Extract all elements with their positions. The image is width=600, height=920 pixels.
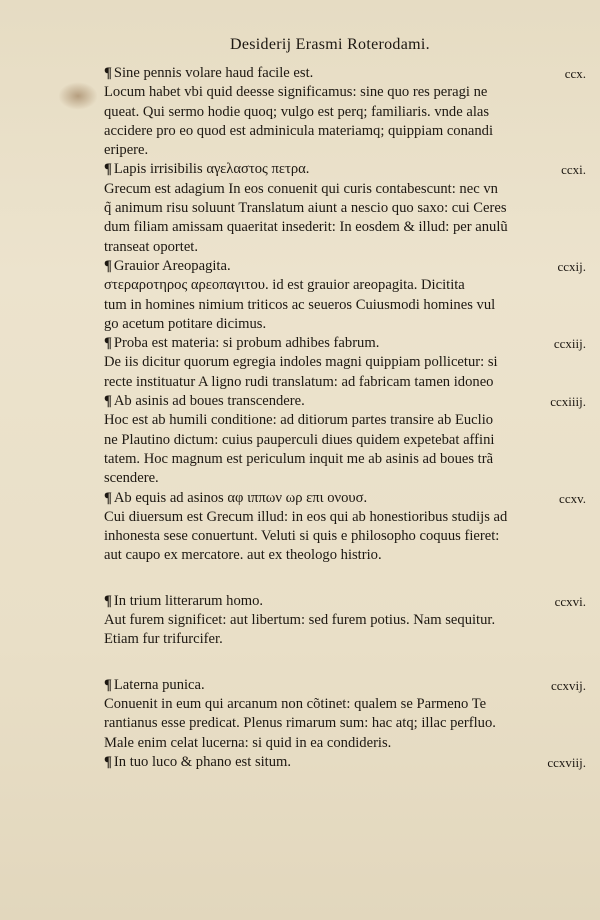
adage-heading-text: Laterna punica. [113,676,205,693]
adage-number: ccxv. [559,490,586,506]
adage-number: ccx. [564,66,586,81]
body-line: q̃ animum risu soluunt Translatum aiunt a nescio quo saxo: cui Ceres [104,200,507,217]
adage-heading [104,392,588,411]
adage-number: ccxiij. [553,336,586,352]
adage-number: ccxvi. [554,593,586,609]
pilcrow-icon: ¶ [104,393,112,410]
body-line: ne Plautino dictum: cuius pauperculi diues quidem expetebat affini [104,431,495,448]
adage-heading [104,676,588,695]
body-line: rantianus esse predicat. Plenus rimarum sum: hac atq; illac perfluo. [104,715,496,732]
section-spacer [104,566,588,592]
section-spacer [104,650,588,676]
body-line: στεραροτηρος αρεοπαγιτου. id est grauior areopagita. Dicitita [104,277,465,294]
body-line: recte instituatur A ligno rudi translatum: ad fabricam tamen idoneo [104,373,494,390]
adage-number: ccxvij. [550,677,586,693]
adage-heading-text: Sine pennis volare haud facile est. [113,65,314,81]
body-line: inhonesta sese conuertunt. Veluti si quis e philosopho coquus fieret: [104,528,500,545]
body-line: tatem. Hoc magnum est periculum inquit me ab asinis ad boues trã [104,450,494,467]
body-line: queat. Qui sermo hodie quoq; vulgo est perq; familiaris. vnde alas [104,103,490,120]
ink-stain [58,82,98,110]
body-line: De iis dicitur quorum egregia indoles magni quippiam pollicetur: si [104,354,498,371]
pilcrow-icon: ¶ [104,753,112,770]
text-block [104,64,588,772]
body-line: eripere. [104,142,149,159]
adage-heading [104,753,588,772]
adage-heading [104,592,588,611]
adage-heading-text: Lapis irrisibilis αγελαστος πετρα. [113,161,310,178]
body-line: tum in homines nimium triticos ac seueros Cuiusmodi homines vul [104,296,496,313]
adage-heading-text: Grauior Areopagita. [113,257,231,274]
body-line: Etiam fur trifurcifer. [104,631,223,648]
adage-number: ccxiiij. [550,394,586,410]
adage-heading-text: Ab asinis ad boues transcendere. [113,393,305,410]
body-line: scendere. [104,470,159,487]
adage-heading-text: In trium litterarum homo. [113,592,264,609]
adage-heading [104,257,588,276]
adage-heading [104,334,588,353]
body-line: go acetum potitare dicimus. [104,315,267,332]
pilcrow-icon: ¶ [104,335,112,352]
body-line: Grecum est adagium In eos conuenit qui curis contabescunt: nec vn [104,180,498,197]
pilcrow-icon: ¶ [104,676,112,693]
body-line: accidere pro eo quod est adminicula materiamq; quippiam conandi [104,122,494,139]
pilcrow-icon: ¶ [104,65,112,81]
adage-number: ccxij. [557,258,586,274]
body-line: Male enim celat lucerna: si quid in ea condideris. [104,734,392,751]
pilcrow-icon: ¶ [104,489,112,506]
body-line: Locum habet vbi quid deesse significamus: sine quo res peragi ne [104,84,488,101]
body-line: aut caupo ex mercatore. aut ex theologo histrio. [104,547,382,564]
body-line: Aut furem significet: aut libertum: sed furem potius. Nam sequitur. [104,612,496,629]
body-line: transeat oportet. [104,238,199,255]
adage-heading-text: Ab equis ad asinos αφ ιππων ωρ επι ονουσ. [113,489,368,506]
adage-heading-text: Proba est materia: si probum adhibes fabrum. [113,335,380,352]
adage-number: ccxi. [561,162,586,178]
pilcrow-icon: ¶ [104,257,112,274]
body-line: dum filiam amissam quaeritat insederit: In eosdem & illud: per anulũ [104,219,508,236]
pilcrow-icon: ¶ [104,592,112,609]
body-line: Cui diuersum est Grecum illud: in eos qui ab honestioribus studijs ad [104,508,508,525]
adage-heading [104,160,588,179]
adage-heading [104,64,588,83]
running-head: Desiderij Erasmi Roterodami. [230,36,430,53]
body-line: Conuenit in eum qui arcanum non cõtinet: qualem se Parmeno Te [104,695,487,712]
adage-number: ccxviij. [547,754,586,770]
adage-heading [104,489,588,508]
pilcrow-icon: ¶ [104,161,112,178]
adage-heading-text: In tuo luco & phano est situm. [113,753,292,770]
body-line: Hoc est ab humili conditione: ad ditiorum partes transire ab Euclio [104,412,494,429]
